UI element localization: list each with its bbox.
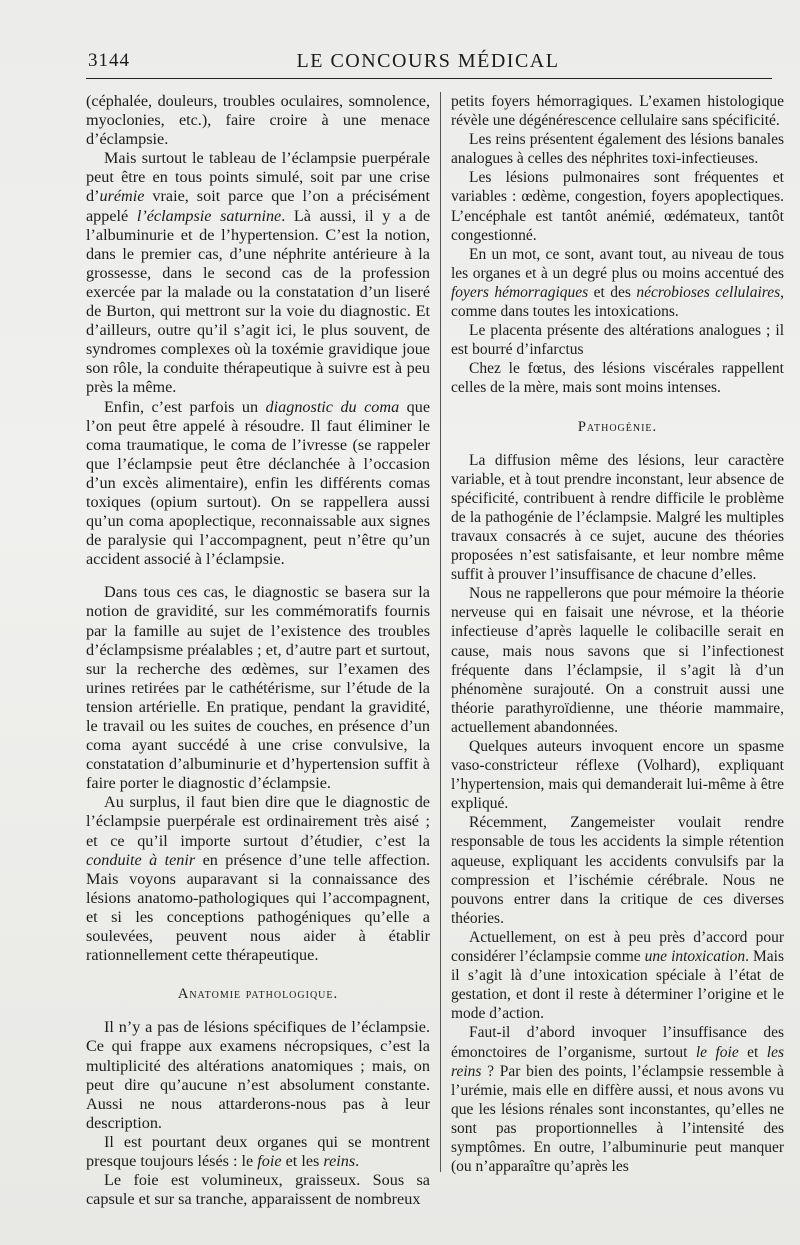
header-rule	[86, 78, 772, 79]
paragraph: Le placenta présente des altérations analogues ; il est bourré d’infarctus	[451, 322, 784, 359]
paragraph: Le foie est volumineux, graisseux. Sous sa capsule et sur sa tranche, apparaissent de nombreux	[86, 1171, 430, 1209]
section-heading-anatomie: Anatomie pathologique.	[177, 986, 339, 1003]
paragraph: Il est pourtant deux organes qui se montrent presque toujours lésés : le foie et les reins.	[86, 1132, 430, 1170]
paragraph: Il n’y a pas de lésions spécifiques de l’éclampsie. Ce qui frappe aux examens nécropsiques, c’est la multiplicité des altérations anatomiques ; mais, on peut dire qu’aucune n’est absolument constante. Aussi ne nous attarderons-nous pas à leur description.	[86, 1018, 430, 1132]
right-column	[451, 92, 784, 1176]
paragraph: Dans tous ces cas, le diagnostic se basera sur la notion de gravidité, sur les commémoratifs fournis par la famille au sujet de l’existence des troubles d’éclampsisme préalables ; et, d’autre part et surtout, sur la recherche des œdèmes, sur l’examen des urines retirées par le cathétérisme, sur l’étude de la tension artérielle. En pratique, pendant la gravidité, le travail ou les suites de couches, en présence d’un coma ayant succédé à une crise convulsive, la constatation d’albuminurie et d’hypertension suffit à faire porter le diagnostic d’éclampsie.	[86, 583, 430, 793]
paragraph: petits foyers hémorragiques. L’examen histologique révèle une dégénérescence cellulaire sans spécificité.	[451, 93, 784, 130]
paragraph: Les reins présentent également des lésions banales analogues à celles des néphrites toxi-infectieuses.	[451, 131, 784, 168]
paragraph: En un mot, ce sont, avant tout, au niveau de tous les organes et à un degré plus ou moins accentué des foyers hémorragiques et des nécrobioses cellulaires, comme dans toutes les intoxications.	[451, 245, 784, 321]
paragraph: Enfin, c’est parfois un diagnostic du coma que l’on peut être appelé à résoudre. Il faut éliminer le coma traumatique, le coma de l’ivresse (se rappeler que l’éclampsie peut être déclanchée à l’occasion d’un excès alimentaire), enfin les différents comas toxiques (opium surtout). On se rappellera aussi qu’un coma apoplectique, reconnaissable aux signes de paralysie qui l’accompagnent, peut n’être qu’un accident associé à l’éclampsie.	[86, 397, 431, 569]
paragraph: Actuellement, on est à peu près d’accord pour considérer l’éclampsie comme une intoxication. Mais il s’agit là d’une intoxication spéciale à l’état de gestation, et dont il reste à déterminer l’origine et le mode d’action.	[451, 928, 784, 1023]
paragraph: Chez le fœtus, des lésions viscérales rappellent celles de la mère, mais sont moins intenses.	[451, 360, 784, 397]
paragraph: Faut-il d’abord invoquer l’insuffisance des émonctoires de l’organisme, surtout le foie et les reins ? Par bien des points, l’éclampsie ressemble à l’urémie, mais elle en diffère aussi, et nous avons vu que les lésions rénales sont inconstantes, qu’elles ne sont pas proportionnelles à l’intensité des symptômes. En outre, l’albuminurie peut manquer (ou n’apparaître qu’après les	[451, 1024, 784, 1176]
paragraph: Récemment, Zangemeister voulait rendre responsable de tous les accidents la simple rétention aqueuse, expliquant les accidents convulsifs par la compression et l’ischémie cérébrale. Nous ne pouvons entrer dans la critique de ces diverses théories.	[451, 814, 784, 927]
paragraph: Nous ne rappellerons que pour mémoire la théorie nerveuse qui en faisait une névrose, et la théorie infectieuse d’après laquelle le colibacille serait en cause, mais nous savons que si l’infectionest fréquente dans l’éclampsie, il s’agit là d’un phénomène surajouté. On a construit aussi une théorie parathyroïdienne, une théorie mammaire, actuellement abandonnées.	[451, 585, 784, 736]
paragraph: Au surplus, il faut bien dire que le diagnostic de l’éclampsie puerpérale est ordinairement très aisé ; et ce qu’il importe surtout d’étudier, c’est la conduite à tenir en présence d’une telle affection. Mais voyons auparavant si la connaissance des lésions anatomo-pathologiques qui l’accompagnent, et si les conceptions pathogéniques qu’elle a soulevées, peuvent nous aider à établir rationnellement cette thérapeutique.	[86, 793, 431, 965]
page-number: 3144	[88, 50, 130, 71]
paragraph: Quelques auteurs invoquent encore un spasme vaso-constricteur réflexe (Volhard), expliquant l’hypertension, mais qui demanderait lui-même à être expliqué.	[451, 738, 784, 813]
paragraph: (céphalée, douleurs, troubles oculaires, somnolence, myoclonies, etc.), faire croire à une menace d’éclampsie.	[86, 92, 430, 149]
section-heading-pathogenie: Pathogénie.	[577, 418, 658, 435]
column-divider	[440, 92, 441, 1172]
left-column	[86, 92, 430, 1209]
paragraph: Mais surtout le tableau de l’éclampsie puerpérale peut être en tous points simulé, soit par une crise d’urémie vraie, soit parce que l’on a précisément appelé l’éclampsie saturnine. Là aussi, il y a de l’albuminurie et de l’hypertension. C’est la notion, dans le premier cas, d’une néphrite antérieure à la grossesse, dans le second cas de la profession exercée par la malade ou la constatation d’un liseré de Burton, qui mettront sur la voie du diagnostic. Et d’ailleurs, outre qu’il s’agit ici, le plus souvent, de syndromes complexes où la toxémie gravidique joue son rôle, la conduite thérapeutique à suivre est à peu près la même.	[86, 149, 430, 397]
journal-title: LE CONCOURS MÉDICAL	[296, 50, 560, 72]
paragraph: Les lésions pulmonaires sont fréquentes et variables : œdème, congestion, foyers apoplectiques. L’encéphale est tantôt anémié, œdémateux, tantôt congestionné.	[451, 169, 784, 244]
page-header	[88, 46, 768, 76]
paragraph: La diffusion même des lésions, leur caractère variable, et à tout prendre inconstant, leur absence de spécificité, contribuent à rendre difficile le problème de la pathogénie de l’éclampsie. Malgré les multiples travaux consacrés à ce sujet, aucune des théories proposées n’est satisfaisante, et leur nombre même suffit à prouver l’insuffisance de chacune d’elles.	[451, 451, 784, 584]
